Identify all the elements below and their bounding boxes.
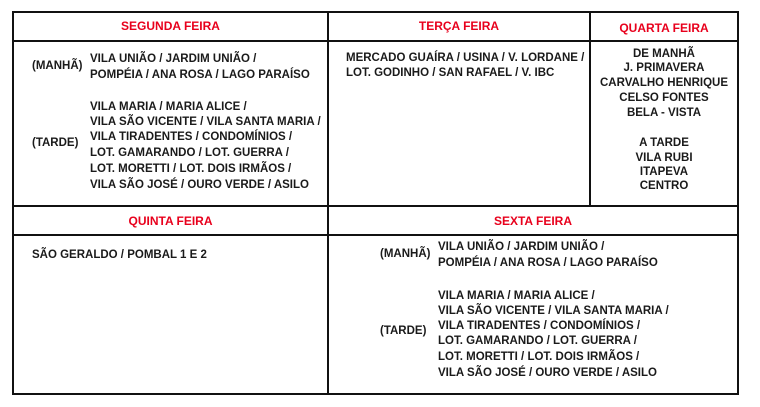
header-wednesday: QUARTA FEIRA [619,21,709,35]
friday-morning-label: (MANHÃ) [380,248,431,260]
row-divider-middle [12,205,739,207]
header-thursday: QUINTA FEIRA [128,214,213,228]
wednesday-morning-line-2: J. PRIMAVERA [623,62,705,74]
tuesday-line-1: MERCADO GUAÍRA / USINA / V. LORDANE / [346,52,585,64]
column-divider-1 [327,11,329,395]
header-tuesday: TERÇA FEIRA [418,19,500,33]
wednesday-morning-line-4: CELSO FONTES [619,92,709,104]
friday-morning-line-2: POMPÉIA / ANA ROSA / LAGO PARAÍSO [438,257,658,269]
friday-afternoon-line-5: LOT. MORETTI / LOT. DOIS IRMÃOS / [438,351,640,363]
friday-morning-line-1: VILA UNIÃO / JARDIM UNIÃO / [438,241,605,253]
friday-afternoon-label: (TARDE) [380,325,427,337]
wednesday-afternoon-line-1: A TARDE [639,137,689,149]
wednesday-afternoon-line-3: ITAPEVA [639,166,689,178]
monday-afternoon-line-3: VILA TIRADENTES / CONDOMÍNIOS / [90,131,293,143]
wednesday-morning-line-5: BELA - VISTA [626,107,702,119]
monday-afternoon-line-6: VILA SÃO JOSÉ / OURO VERDE / ASILO [90,179,309,191]
monday-afternoon-line-1: VILA MARIA / MARIA ALICE / [90,101,247,113]
header-monday: SEGUNDA FEIRA [121,19,220,33]
tuesday-line-2: LOT. GODINHO / SAN RAFAEL / V. IBC [346,67,555,79]
monday-afternoon-label: (TARDE) [32,137,79,149]
friday-afternoon-line-4: LOT. GAMARANDO / LOT. GUERRA / [438,335,637,347]
monday-morning-line-1: VILA UNIÃO / JARDIM UNIÃO / [90,53,257,65]
header-divider-bottom [12,234,739,236]
monday-afternoon-line-5: LOT. MORETTI / LOT. DOIS IRMÃOS / [90,163,292,175]
thursday-line-1: SÃO GERALDO / POMBAL 1 E 2 [32,249,207,261]
monday-morning-line-2: POMPÉIA / ANA ROSA / LAGO PARAÍSO [90,69,310,81]
monday-morning-label: (MANHÃ) [32,60,83,72]
header-friday: SEXTA FEIRA [493,214,572,228]
wednesday-afternoon-line-2: VILA RUBI [635,152,693,164]
wednesday-afternoon-line-4: CENTRO [639,180,689,192]
wednesday-morning-line-1: DE MANHÃ [633,48,695,60]
friday-afternoon-line-1: VILA MARIA / MARIA ALICE / [438,290,595,302]
monday-afternoon-line-2: VILA SÃO VICENTE / VILA SANTA MARIA / [90,116,321,128]
monday-afternoon-line-4: LOT. GAMARANDO / LOT. GUERRA / [90,147,289,159]
header-divider-top [12,40,739,42]
wednesday-morning-line-3: CARVALHO HENRIQUE [600,77,728,89]
friday-afternoon-line-2: VILA SÃO VICENTE / VILA SANTA MARIA / [438,305,669,317]
friday-afternoon-line-6: VILA SÃO JOSÉ / OURO VERDE / ASILO [438,367,657,379]
friday-afternoon-line-3: VILA TIRADENTES / CONDOMÍNIOS / [438,320,641,332]
